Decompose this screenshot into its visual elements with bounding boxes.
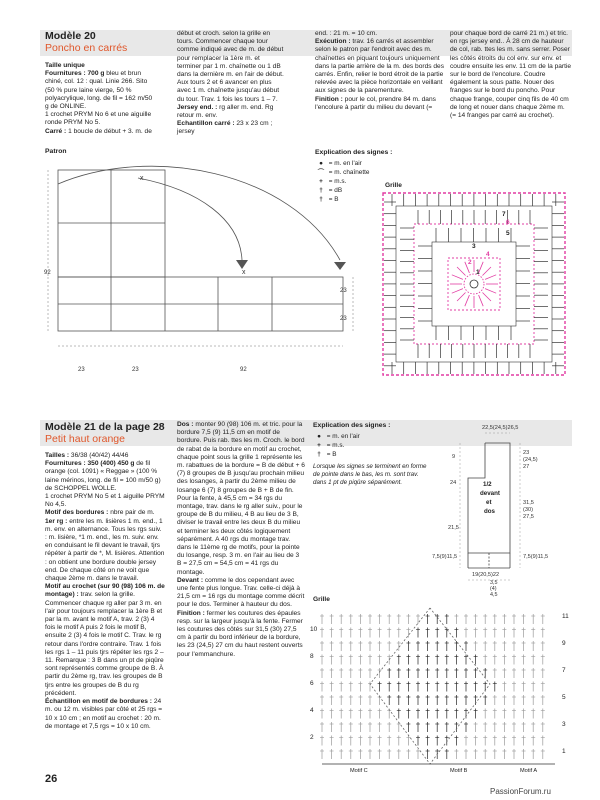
m21-col1-para-0-text: 36/38 (40/42) 44/46	[69, 452, 129, 459]
legend-21-text-0: = m. en l'air	[325, 433, 360, 440]
grille-square-chart	[380, 190, 568, 378]
m21-col1-para-4-text: entre les m. lisières 1 m. end., 1 m. env. en alternance. Tous les rgs suiv. : m. lisière, *1 m. end., les m. suiv. env. en conduisant le fil devant le travail, tjrs répéter à partir de *, M. lisières. Attention : on obtient une bordure double jersey end. De chaque côté on ne voit que chaque 2ème m. dans le travail.	[45, 517, 165, 583]
m21-col2-para-1	[177, 577, 305, 610]
schema-right-e: (30)	[523, 507, 533, 513]
m20-col1-para-1	[45, 70, 153, 111]
patron-cross-1: x	[140, 175, 144, 182]
modele-21-subtitle: Petit haut orange	[45, 433, 125, 445]
modele-21-heading	[45, 421, 195, 445]
diamond-outline	[370, 608, 490, 764]
stitch-radial	[479, 295, 484, 306]
grille-round-label-4: 4	[486, 251, 490, 258]
legend-21-note: Lorsque les signes se terminent en forme de pointe dans le bas, les m. sont trav. dans 1 pt de piqûre séparément.	[313, 463, 427, 486]
grille-label-20: Grille	[385, 182, 402, 189]
legend-20-text-1: = m. chaînette	[327, 169, 370, 176]
legend-21-symbol-icon-2: †	[317, 451, 321, 458]
m20-col4-para-0	[450, 30, 572, 120]
m21-col1-para-6-text: 24 m. ou 12 m. visibles par côté et 25 rgs = 10 x 10 cm ; en motif au crochet : 20 m. de montage et 7,5 rgs = 10 x 10 cm.	[45, 698, 163, 730]
patron-label: Patron	[45, 148, 67, 155]
m21-col2-para-0-lead: Dos :	[177, 421, 194, 428]
m20-col3-para-1	[315, 38, 447, 95]
legend-21-item-1	[313, 441, 431, 450]
schema-slit-b: (4)	[490, 586, 497, 592]
legend-21-item-2	[313, 450, 431, 459]
m20-col1-para-3-lead: Carré :	[45, 127, 67, 135]
legend-20-symbol-icon-2: +	[319, 178, 323, 185]
modele-21-text-col-2	[177, 421, 305, 659]
row-label-left-2: 2	[310, 734, 314, 741]
page-number: 26	[45, 773, 58, 785]
schema-top: 22,5(24,5)26,5	[482, 425, 519, 431]
m20-col1-para-2-text: 1 crochet PRYM No 6 et une aiguille ronde PRYM No 5.	[45, 111, 152, 127]
modele-21-legend	[313, 421, 431, 487]
patron-dim-left: 92	[44, 270, 51, 276]
m20-col1-para-1-text: bleu et brun chiné, col. 12 : qual. Linie 266. Sito (50 % pure laine vierge, 50 % polyacrylique, long. de fil = 162 m/50 g de ONLINE.	[45, 70, 153, 111]
m21-col1-para-6	[45, 698, 165, 731]
row-label-right-9: 9	[562, 640, 566, 647]
schema-left-low: 21,5	[448, 525, 459, 531]
patron-dim-bottom-1: 23	[78, 367, 85, 373]
modele-20-text-col-2	[177, 30, 285, 137]
schema-right-c: 27	[523, 464, 530, 470]
stitch-radial	[482, 267, 490, 275]
motif-label-2: Motif A	[520, 768, 538, 774]
schema-left-top: 9	[452, 454, 456, 460]
motif-label-0: Motif C	[350, 768, 368, 774]
m20-col3-para-0-text: end. : 21 m. = 10 cm.	[315, 30, 378, 37]
m20-col3-para-2-text: pour le col, prendre 84 m. dans l'encolure à partir du milieu du devant (=	[315, 95, 436, 111]
schema-right-d: 31,5	[523, 500, 534, 506]
stitch-radial	[452, 289, 463, 294]
legend-20-text-0: = m. en l'air	[327, 160, 362, 167]
row-label-left-6: 6	[310, 680, 314, 687]
legend-21-item-0	[313, 432, 431, 441]
m21-col1-para-4-lead: 1er rg :	[45, 517, 68, 525]
m21-col2-para-1-lead: Devant :	[177, 576, 204, 584]
m20-col1-para-1-lead: Fournitures : 700 g	[45, 70, 105, 78]
stitch-radial	[485, 275, 496, 280]
m21-col1-para-2	[45, 493, 165, 509]
motif-label-1: Motif B	[450, 768, 468, 774]
row-label-left-10: 10	[310, 626, 318, 633]
patron-arrow-tip-2	[334, 262, 346, 270]
row-label-right-7: 7	[562, 667, 566, 674]
schema-center-b: devant	[480, 490, 500, 497]
grille-round-label-6: 6	[506, 219, 510, 226]
m20-col2-para-2	[177, 120, 285, 136]
grille-round-label-2: 2	[468, 259, 472, 266]
patron-arrow-tip	[236, 260, 248, 269]
m20-col1-para-3	[45, 128, 153, 136]
row-label-left-8: 8	[310, 653, 314, 660]
m21-col1-para-5	[45, 583, 165, 698]
legend-21-symbol-icon-0: ●	[317, 433, 321, 440]
m20-col2-para-1	[177, 104, 285, 120]
m21-col2-para-2-lead: Finition :	[177, 609, 205, 617]
legend-21-list	[313, 432, 431, 459]
m21-col1-para-4	[45, 518, 165, 584]
m20-col3-para-0	[315, 30, 447, 38]
modele-21-title: Modèle 21 de la page 28	[45, 421, 165, 433]
stitch-radial	[457, 292, 465, 300]
row-label-right-5: 5	[562, 694, 566, 701]
legend-21-symbol-icon-1: +	[317, 442, 321, 449]
legend-21-text-2: = B	[325, 451, 337, 458]
stitch-radial	[465, 295, 470, 306]
modele-20-heading	[45, 30, 155, 54]
schema-center-c: et	[486, 499, 492, 506]
m20-col3-para-1-lead: Exécution :	[315, 38, 351, 46]
m21-col1-para-0	[45, 452, 165, 460]
stitch-radial	[485, 289, 496, 294]
m21-col1-para-2-text: 1 crochet PRYM No 5 et 1 aiguille PRYM No 4,5.	[45, 493, 165, 509]
grille-round-label-5: 5	[506, 230, 510, 237]
m21-col1-para-3	[45, 509, 165, 517]
legend-20-text-4: = B	[327, 196, 339, 203]
schema-right-f: 27,5	[523, 514, 534, 520]
modele-20-subtitle: Poncho en carrés	[45, 42, 128, 54]
m20-col4-para-0-text: pour chaque bord de carré 21 m.) et tric. en rgs jersey end.. À 28 cm de hauteur de col, rab. ttes les m. sans serrer. Poser les côtés étroits du col env. sur env. et coudre ensuite les env. 11 cm de la partie sur le bord de l'encolure. Coudre également la sous patte. Nouer des franges sur le bord du poncho. Pour chaque frange, couper cinq fils de 40 cm de long et nouer dans chaque 2ème m. (= 14 franges par carré au crochet).	[450, 30, 572, 120]
m20-col2-para-0-text: début et croch. selon la grille en tours. Commencer chaque tour comme indiqué avec de m. de début pour remplacer la 1ère m. et terminer par 1 m. chaînette ou 1 dB dans la dernière m. en l'air de début. Aux tours 2 et 6 avancer en plus avec 1 m. chaînette jusqu'au début du tour. Trav. 1 fois les tours 1 – 7.	[177, 30, 284, 103]
m21-col2-para-2-text: fermer les coutures des épaules resp. sur la largeur jusqu'à la fente. Fermer les coutures des côtés sur 31,5 (30) 27,5 cm à partir du bord inférieur de la bordure, les 23 (24,5) 27 cm du haut restent ouverts pour l'emmanchure.	[177, 609, 303, 658]
m20-col1-para-0-lead: Taille unique	[45, 62, 85, 69]
m21-col1-para-1-lead: Fournitures : 350 (400) 450 g	[45, 460, 135, 468]
row-label-right-1: 1	[562, 748, 566, 755]
schema-bottom: 19(20,5)22	[472, 572, 500, 578]
grille-round-label-3: 3	[472, 243, 476, 250]
m21-col1-para-0-lead: Tailles :	[45, 452, 70, 459]
m21-col1-para-5-text: trav. selon la grille. Commencer chaque rg aller par 3 m. en l'air pour toujours remplacer la 1ère B et par la m. avant le motif A, trav. 2 (3) 4 fois le motif A puis 2 fois le motif B, ensuite 2 (3) 4 fois le motif C. Trav. le rg retour dans l'ordre contraire. Trav. 1 fois les rgs 1 – 11 puis tjrs répéter les rgs 2 – 11. Remarque : 3 B dans un pt de piqûre sont représentés comme groupe de B. À partir du 2ème rg, trav. les groupes de B tjrs entre les groupes de B du rg précédent.	[45, 591, 164, 697]
legend-20-text-3: = dB	[327, 187, 343, 194]
schema-right-b: (24,5)	[523, 457, 538, 463]
row-label-right-11: 11	[562, 613, 569, 620]
grille-round-label-1: 1	[476, 269, 480, 276]
grille-diamond-chart	[310, 604, 576, 774]
watermark: PassionForum.ru	[490, 787, 551, 796]
legend-20-symbol-icon-4: †	[319, 196, 323, 203]
m20-col3-para-2	[315, 96, 447, 112]
modele-21-text-col-1	[45, 452, 165, 731]
schema-right-a: 23	[523, 450, 530, 456]
row-label-right-3: 3	[562, 721, 566, 728]
schema-center-a: 1/2	[483, 481, 492, 488]
modele-20-title: Modèle 20	[45, 30, 96, 42]
stitch-radial	[482, 292, 490, 300]
legend-21-text-1: = m.s.	[325, 442, 345, 449]
m21-col2-para-2	[177, 610, 305, 659]
patron-cross-2: x	[242, 269, 246, 276]
schema-slit-a: 3,5	[490, 580, 498, 586]
row-label-left-4: 4	[310, 707, 314, 714]
schema-devant-dos	[430, 418, 575, 598]
grille-label-21: Grille	[313, 596, 330, 603]
schema-slit-c: 4,5	[490, 592, 498, 598]
schema-left-mid: 24	[450, 480, 457, 486]
patron-diagram	[40, 150, 355, 380]
legend-20-symbol-icon-1: ⌒	[317, 169, 325, 176]
schema-right-bot: 7,5(9)11,5	[523, 554, 549, 560]
stitch-radial	[457, 267, 465, 275]
modele-20-text-col-3	[315, 30, 447, 112]
m20-col2-para-1-lead: Jersey end. :	[177, 103, 218, 111]
m20-col3-para-2-lead: Finition :	[315, 95, 343, 103]
legend-20-text-2: = m.s.	[327, 178, 347, 185]
patron-dim-bottom-total: 92	[240, 367, 247, 373]
patron-dim-right-2: 23	[340, 316, 347, 322]
stitch-radial	[452, 275, 463, 280]
m20-col2-para-1-text: rg aller m. end. Rg retour m. env.	[177, 103, 274, 120]
legend-20-item-1	[315, 168, 395, 177]
patron-dim-bottom-2: 23	[132, 367, 139, 373]
m21-col2-para-0-text: monter 90 (98) 106 m. et tric. pour la bordure 7,5 (9) 11,5 cm en motif de bordure. Puis rab. ttes les m. Croch. le bord de rabat de la bordure en motif au crochet, chaque point sous la grille 1 représente les m. rabattues de la bordure = B de début + 6 (7) 8 groupes de B jusqu'au prochain milieu des losanges, à partir du 2ème milieu de losange 6 (7) 8 groupes de B + B de fin. Pour la fente, à 45,5 cm = 34 rgs du montage, trav. dans le rg aller suiv., pour le groupe de B du milieu, 4 B au lieu de 3 B, diviser le travail entre les deux B du milieu et terminer les deux côtés logiquement séparément. A 40 rgs du montage trav. dans le 11ème rg de motifs, pour la pointe du losange, resp. 3 m. en l'air au lieu de 3 B = 27,5 cm = 54,5 cm = 41 rgs du montage.	[177, 421, 305, 576]
modele-20-text-col-4	[450, 30, 572, 120]
m20-col1-para-2	[45, 111, 153, 127]
m20-col2-para-0	[177, 30, 285, 104]
m21-col1-para-1-text: de fil orange (col. 1091) « Reggae » (100 % laine mérinos, long. de fil = 100 m/50 g) de SCHOPPEL WOLLE.	[45, 460, 161, 492]
patron-dim-right-1: 23	[340, 288, 347, 294]
m21-col2-para-0	[177, 421, 305, 577]
m20-col1-para-0	[45, 62, 153, 70]
m21-col1-para-1	[45, 460, 165, 493]
schema-center-d: dos	[484, 508, 496, 515]
m21-col2-para-1-text: comme le dos cependant avec une fente plus longue. Trav. celle-ci déjà à 21,5 cm = 16 rgs du montage comme décrit pour le dos. Terminer à hauteur du dos.	[177, 576, 305, 609]
m21-col1-para-3-text: nbre pair de m.	[108, 509, 155, 517]
m21-col1-para-5-lead: Motif au crochet (sur 90 (98) 106 m. de montage) :	[45, 583, 165, 599]
m21-col1-para-3-lead: Motif des bordures :	[45, 509, 109, 517]
legend-20-symbol-icon-3: †	[319, 187, 323, 194]
legend-20-symbol-icon-0: ●	[319, 160, 323, 167]
m20-col2-para-2-lead: Echantillon carré :	[177, 120, 235, 128]
legend-20-item-2	[315, 177, 395, 186]
schema-left-bot: 7,5(9)11,5	[432, 554, 458, 560]
legend-21-title: Explication des signes :	[313, 422, 391, 429]
m20-col3-para-1-text: trav. 16 carrés et assembler selon le patron par l'endroit avec des m. chaînettes en piquant toujours uniquement dans la partie arrière de la m. des bords des carrés. Enfin, relier le bord étroit de la partie relevée avec la pièce horizontale en veillant aux signes de la parementure.	[315, 38, 445, 95]
legend-title: Explication des signes :	[315, 149, 393, 156]
m20-col2-para-2-text: 23 x 23 cm ; jersey	[177, 120, 273, 136]
m21-col1-para-6-lead: Échantillon en motif de bordures :	[45, 698, 152, 706]
m20-col1-para-3-text: 1 boucle de début + 3. m. de	[66, 127, 152, 135]
modele-20-text-col-1	[45, 62, 153, 136]
legend-20-item-0	[315, 159, 395, 168]
grille-round-label-7: 7	[502, 211, 506, 218]
